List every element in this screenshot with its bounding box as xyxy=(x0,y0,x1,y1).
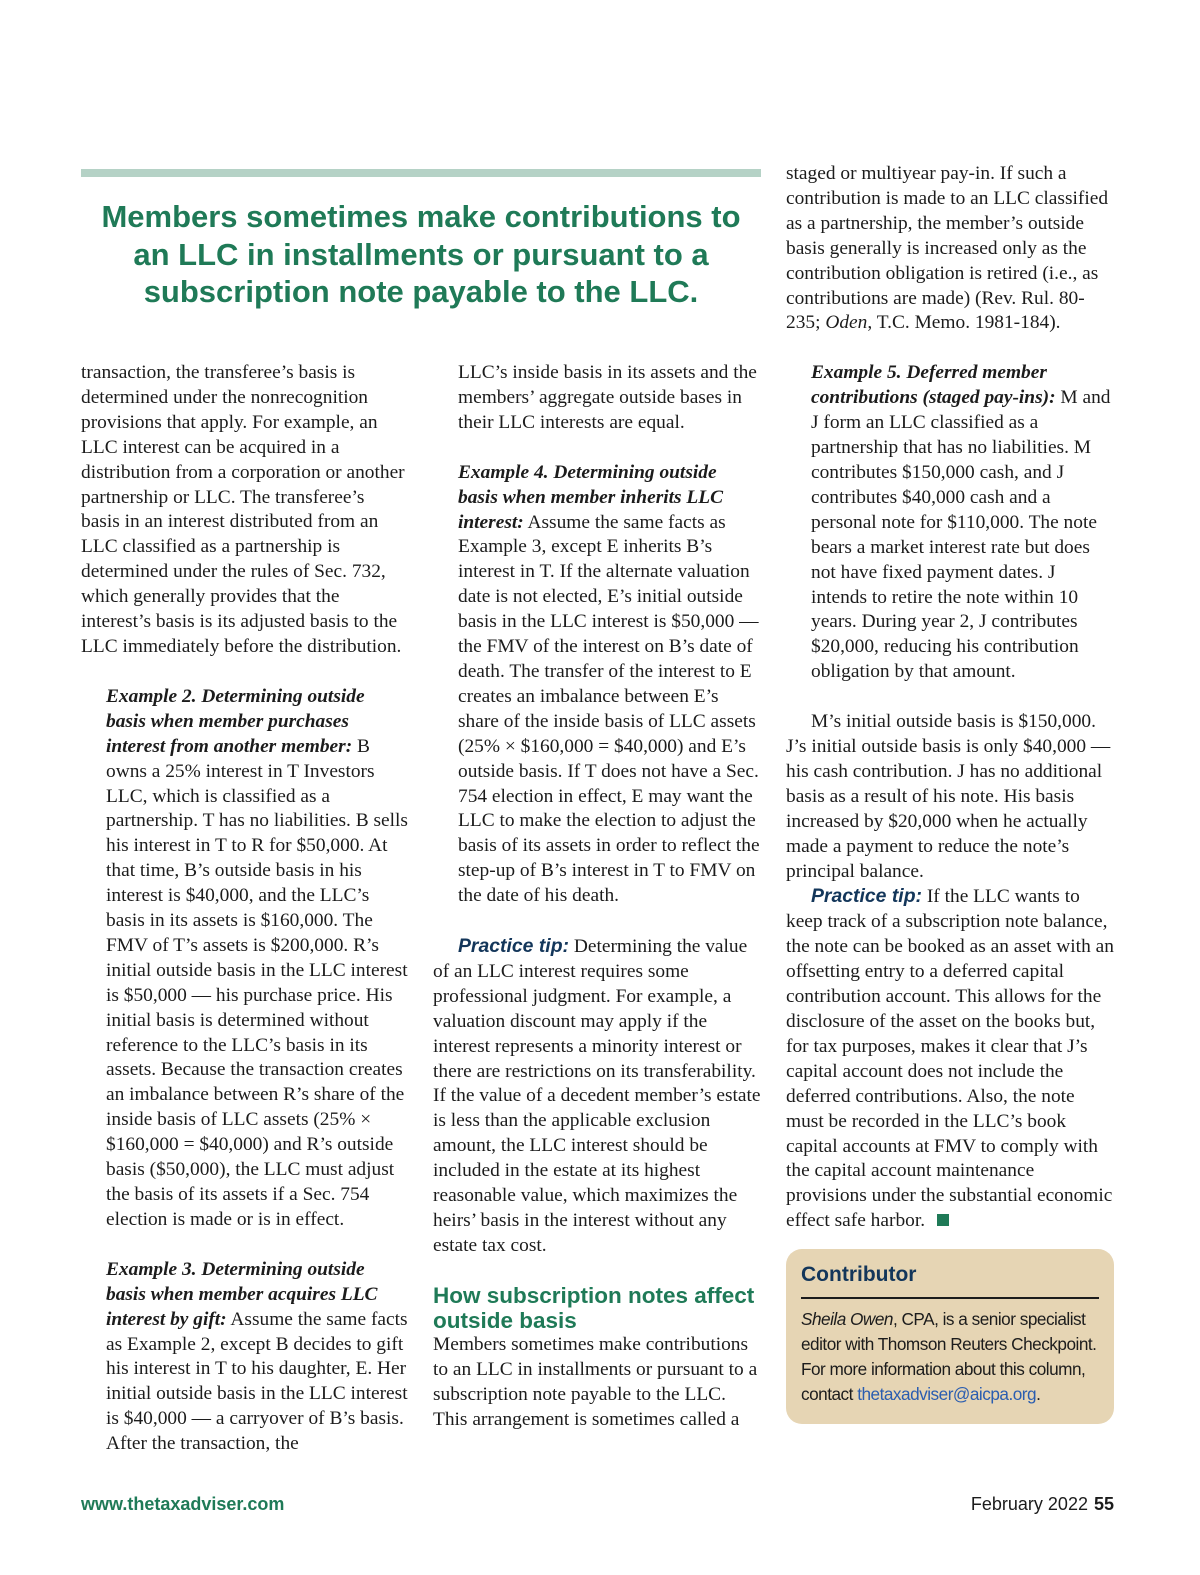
example-4 xyxy=(458,461,761,909)
practice-tip-1-label: Practice tip: xyxy=(458,935,569,958)
footer-date: February 2022 xyxy=(970,1494,1088,1514)
col3-top-text-end: , T.C. Memo. 1981-184). xyxy=(867,312,1061,334)
footer-info xyxy=(971,1494,1114,1515)
example-3-heading: Example 3. Determining outside basis when member acquires LLC interest by gift: xyxy=(106,1258,378,1330)
contributor-name: Sheila Owen xyxy=(801,1309,893,1329)
column-1 xyxy=(81,361,408,1457)
example-5-body: M and J form an LLC classified as a partnership that has no liabilities. M contributes $150,000 cash, and J contributes $40,000 cash and a personal note for $110,000. The note bears a market interest rate but does not have fixed payment dates. J intends to retire the note within 10 years. During year 2, J contributes $20,000, reducing his contribution obligation by that amount. xyxy=(811,387,1111,683)
case-name: Oden xyxy=(825,312,868,334)
practice-tip-2 xyxy=(786,884,1115,1234)
example-3 xyxy=(106,1258,408,1457)
example-4-body: Assume the same facts as Example 3, except E inherits B’s interest in T. If the alternate valuation date is not elected, E’s initial outside basis in the LLC interest is $50,000 — the FMV of the interest on B’s date of death. The transfer of the interest to E creates an imbalance between E’s share of the inside basis of LLC assets (25% × $160,000 = $40,000) and E’s outside basis. If T does not have a Sec. 754 election in effect, E may want the LLC to make the election to adjust the basis of its assets in order to reflect the step-up of B’s interest in T to FMV on the date of his death. xyxy=(458,511,760,907)
col3-top-paragraph xyxy=(786,162,1115,336)
col3-top-text: staged or multiyear pay-in. If such a contribution is made to an LLC classified as a partnership, the member’s outside basis generally is increased only as the contribution obligation is retired (i.e., as contributions are made) (Rev. Rul. 80-235; xyxy=(786,163,1109,334)
example-5 xyxy=(811,361,1115,685)
example-2-body: B owns a 25% interest in T Investors LLC, which is classified as a partnership. T has no liabilities. B sells his interest in T to R for $50,000. At that time, B’s outside basis in his interest is $40,000, and the LLC’s basis in its assets is $160,000. The FMV of T’s assets is $200,000. R’s initial outside basis in the LLC interest is $50,000 — his purchase price. His initial basis is determined without reference to the LLC’s basis in its assets. Because the transaction creates an imbalance between R’s share of the inside basis of LLC assets (25% × $160,000 = $40,000) and R’s outside basis ($50,000), the LLC must adjust the basis of its assets if a Sec. 754 election is made or is in effect. xyxy=(106,735,408,1230)
col1-paragraph: transaction, the transferee’s basis is determined under the nonrecognition provisions that apply. For example, an LLC interest can be acquired in a distribution from a corporation or another partnership or LLC. The transferee’s basis in an interest distributed from an LLC classified as a partnership is determined under the rules of Sec. 732, which generally provides that the interest’s basis is its adjusted basis to the LLC immediately before the distribution. xyxy=(81,362,405,657)
contributor-bio xyxy=(801,1307,1106,1407)
practice-tip-2-body: If the LLC wants to keep track of a subscription note balance, the note can be booked as an asset with an offsetting entry to a deferred capital contribution account. This allows for the disclosure of the asset on the books but, for tax purposes, makes it clear that J’s capital account does not include the deferred contributions. Also, the note must be recorded in the LLC’s book capital accounts at FMV to comply with the capital account maintenance provisions under the substantial economic effect safe harbor. xyxy=(786,886,1114,1232)
column-3 xyxy=(786,162,1115,1234)
col3-paragraph-2: M’s initial outside basis is $150,000. J’s initial outside basis is only $40,000 — his cash contribution. J has no additional basis as a result of his note. His basis increased by $20,000 when he actually made a payment to reduce the note’s principal balance. xyxy=(786,711,1111,882)
practice-tip-1 xyxy=(433,934,761,1259)
practice-tip-1-body: Determining the value of an LLC interest requires some professional judgment. For example, a valuation discount may apply if the interest represents a minority interest or there are restrictions on its transferability. If the value of a decedent member’s estate is less than the applicable exclusion amount, the LLC interest should be included in the estate at its highest reasonable value, which maximizes the heirs’ basis in the interest without any estate tax cost. xyxy=(433,936,761,1256)
contributor-email-link[interactable]: thetaxadviser@aicpa.org xyxy=(857,1384,1037,1404)
contributor-divider xyxy=(801,1297,1099,1299)
footer-url[interactable]: www.thetaxadviser.com xyxy=(81,1494,285,1514)
page-number: 55 xyxy=(1093,1494,1114,1514)
contributor-bio-text: , CPA, is a senior specialist editor with Thomson Reuters Checkpoint. For more information about this column, contact xyxy=(801,1309,1097,1404)
pull-quote-rule xyxy=(81,169,761,177)
contributor-bio-end: . xyxy=(1036,1384,1041,1404)
pull-quote: Members sometimes make contributions to an LLC in installments or pursuant to a subscription note payable to the LLC. xyxy=(101,199,741,309)
example-5-heading: Example 5. Deferred member contributions (staged pay-ins): xyxy=(811,362,1056,409)
section-heading: How subscription notes affect outside basis xyxy=(433,1282,755,1333)
example-2-heading: Example 2. Determining outside basis when member purchases interest from another member: xyxy=(106,685,365,757)
contributor-box xyxy=(786,1249,1114,1424)
example-4-heading: Example 4. Determining outside basis when member inherits LLC interest: xyxy=(458,461,724,533)
end-mark-icon xyxy=(937,1214,949,1226)
col2-paragraph: LLC’s inside basis in its assets and the members’ aggregate outside bases in their LLC interests are equal. xyxy=(458,362,757,433)
practice-tip-2-label: Practice tip: xyxy=(811,885,922,908)
column-2 xyxy=(433,361,761,1432)
col2-last-paragraph: Members sometimes make contributions to an LLC in installments or pursuant to a subscription note payable to the LLC. This arrangement is sometimes called a xyxy=(433,1333,758,1430)
example-3-body: Assume the same facts as Example 2, except B decides to gift his interest in T to his daughter, E. Her initial outside basis in the LLC interest is $40,000 — a carryover of B’s basis. After the transaction, the xyxy=(106,1308,408,1455)
contributor-title: Contributor xyxy=(801,1263,917,1286)
example-2 xyxy=(106,685,408,1233)
